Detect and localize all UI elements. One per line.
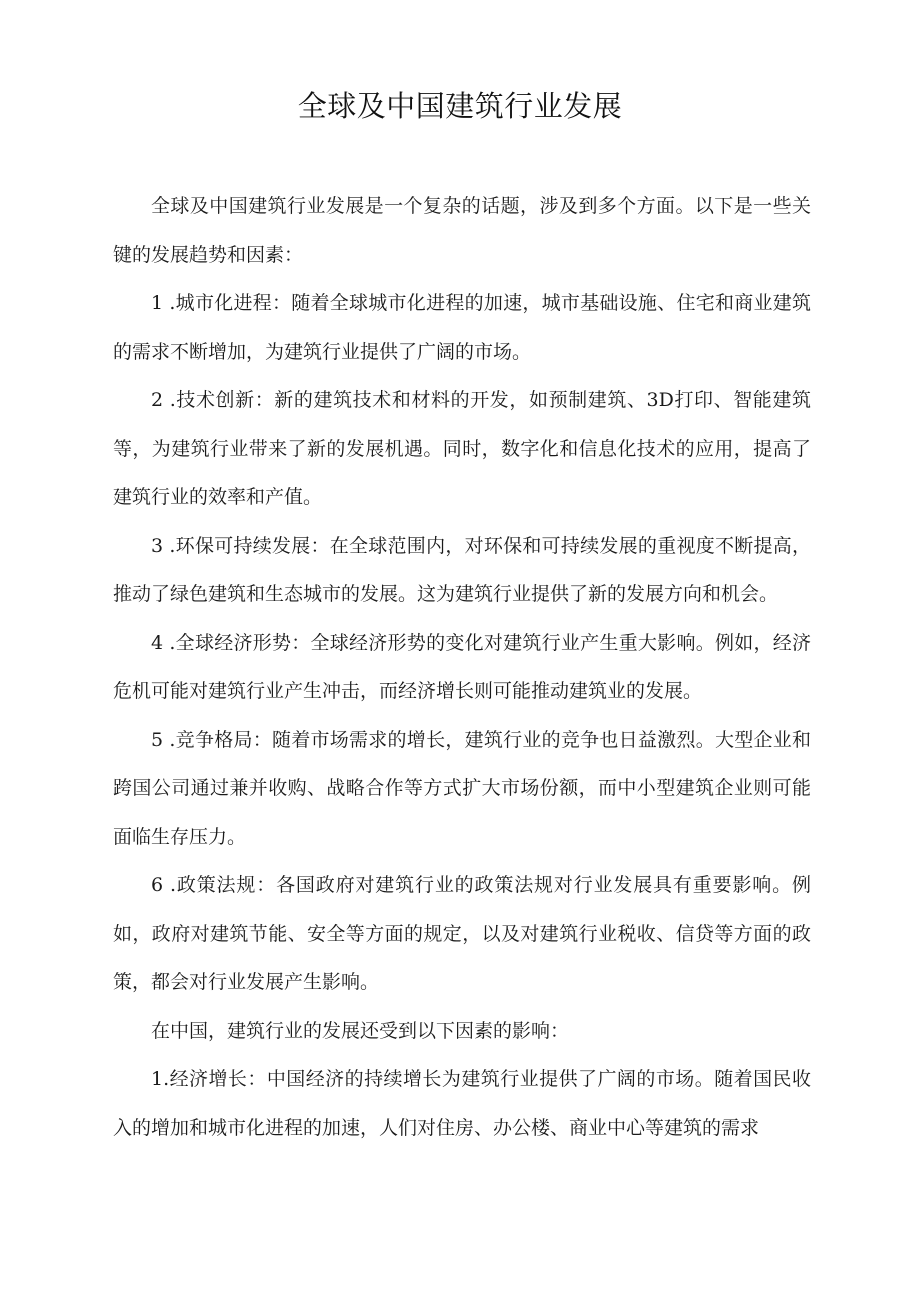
intro-paragraph: 全球及中国建筑行业发展是一个复杂的话题，涉及到多个方面。以下是一些关键的发展趋势和因素： <box>113 195 811 266</box>
paragraph-policy: 6 .政策法规：各国政府对建筑行业的政策法规对行业发展具有重要影响。例如，政府对建筑节能、安全等方面的规定，以及对建筑行业税收、信贷等方面的政策，都会对行业发展产生影响。 <box>113 874 811 993</box>
paragraph-china-intro: 在中国，建筑行业的发展还受到以下因素的影响： <box>151 1019 570 1042</box>
paragraph-competition: 5 .竞争格局：随着市场需求的增长，建筑行业的竞争也日益激烈。大型企业和跨国公司通过兼并收购、战略合作等方式扩大市场份额，而中小型建筑企业则可能面临生存压力。 <box>113 728 811 848</box>
document-title: 全球及中国建筑行业发展 <box>297 89 623 123</box>
paragraph-china-economy: 1.经济增长：中国经济的持续增长为建筑行业提供了广阔的市场。随着国民收入的增加和城市化进程的加速，人们对住房、办公楼、商业中心等建筑的需求 <box>113 1068 811 1139</box>
document-body <box>113 182 811 1152</box>
paragraph-urbanization: 1 .城市化进程：随着全球城市化进程的加速，城市基础设施、住宅和商业建筑的需求不断增加，为建筑行业提供了广阔的市场。 <box>113 292 811 363</box>
paragraph-sustainability: 3 .环保可持续发展：在全球范围内，对环保和可持续发展的重视度不断提高，推动了绿色建筑和生态城市的发展。这为建筑行业提供了新的发展方向和机会。 <box>113 534 811 605</box>
paragraph-technology: 2 .技术创新：新的建筑技术和材料的开发，如预制建筑、3D打印、智能建筑等，为建筑行业带来了新的发展机遇。同时，数字化和信息化技术的应用，提高了建筑行业的效率和产值。 <box>113 389 811 508</box>
paragraph-global-economy: 4 .全球经济形势：全球经济形势的变化对建筑行业产生重大影响。例如，经济危机可能对建筑行业产生冲击，而经济增长则可能推动建筑业的发展。 <box>113 631 811 702</box>
